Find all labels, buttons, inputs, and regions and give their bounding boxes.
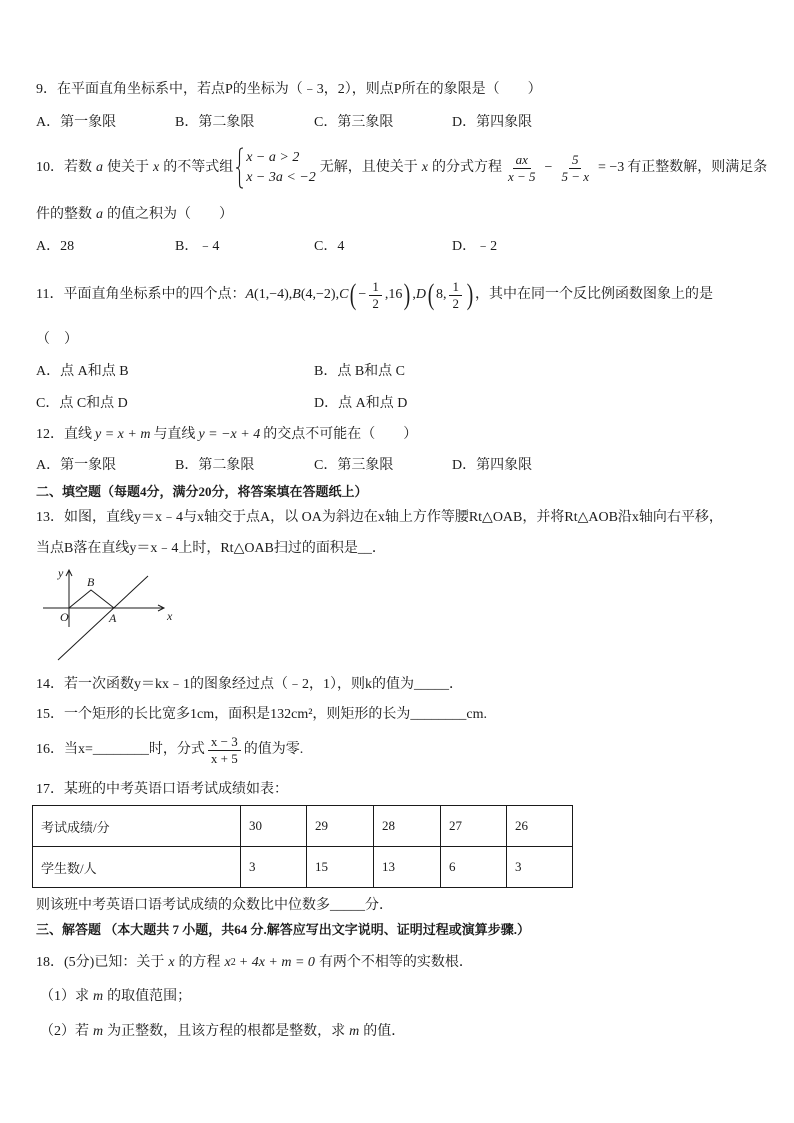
q18-sub-2-text-a: （2）若	[40, 1024, 89, 1039]
q18-sub-2-var-m: m	[93, 1024, 104, 1039]
q13-line-1: 13．如图，直线y＝x﹣4与x轴交于点A，以 OA为斜边在x轴上方作等腰Rt△OAB，并将Rt△AOB沿x轴向右平移，	[36, 510, 723, 525]
q18-text-2: 的方程	[178, 955, 221, 970]
q18-sub-1-text-a: （1）求	[40, 989, 89, 1004]
q9-option-c: C．第三象限	[314, 115, 394, 130]
q10-fraction-1	[505, 152, 539, 185]
q13-line-2: 当点B落在直线y＝x﹣4上时，Rt△OAB扫过的面积是__．	[36, 541, 386, 556]
q11-line-1	[36, 276, 713, 314]
table-cell: 3	[507, 847, 573, 888]
q17-question: 则该班中考英语口语考试成绩的众数比中位数多_____分．	[36, 898, 393, 913]
section-2-heading: 二、填空题（每题4分，满分20分，将答案填在答题纸上）	[36, 484, 368, 499]
q13-figure	[40, 565, 180, 667]
table-row	[33, 847, 573, 888]
table-cell: 考试成绩/分	[33, 806, 241, 847]
q12-equation-2: y = −x + 4	[198, 427, 261, 442]
q11-point-b-name: B	[292, 287, 301, 302]
point-o-label: O	[60, 610, 69, 624]
triangle-oab	[69, 590, 114, 608]
table-cell: 29	[307, 806, 374, 847]
q12-stem	[36, 426, 417, 444]
table-cell: 学生数/人	[33, 847, 241, 888]
table-cell: 15	[307, 847, 374, 888]
q11-point-separator: ,	[412, 287, 416, 302]
q9-options	[36, 114, 756, 132]
q12-option-c: C．第三象限	[314, 458, 394, 473]
q11-point-c-denominator: 2	[372, 295, 379, 311]
q10-option-b: B．﹣4	[175, 239, 220, 254]
q11-point-a-name: A	[245, 287, 255, 302]
q10-text-3: 的不等式组	[163, 160, 234, 175]
q11-options-row-1	[36, 363, 756, 381]
q16-text-1: 16．当x=________时，分式	[36, 742, 205, 757]
q18-text-1: 18．(5分)已知：关于	[36, 955, 165, 970]
q11-point-c-close-paren: )	[404, 278, 411, 311]
table-cell: 27	[441, 806, 507, 847]
q12-option-a: A．第一象限	[36, 458, 117, 473]
q11-point-d-fraction	[449, 279, 462, 312]
q10-rhs: = −3	[598, 160, 625, 175]
q12-text-3: 的交点不可能在（ ）	[263, 427, 418, 442]
q18-stem: 18．(5分)已知：关于 x 的方程 x 2 + 4x + m = 0 有两个不相等的实数根．	[36, 955, 473, 970]
q11-point-c-numerator: 1	[369, 279, 382, 296]
q18-sub-2-text-b: 为正整数，且该方程的根都是整数，求	[107, 1024, 346, 1039]
q9-option-d: D．第四象限	[452, 115, 533, 130]
q16-text-2: 的值为零.	[243, 742, 304, 757]
table-cell: 13	[374, 847, 441, 888]
q10-line-2-text-b: 的值之积为（ ）	[107, 207, 233, 222]
system-brace-path	[236, 148, 243, 188]
q11-point-d-numerator: 1	[449, 279, 462, 296]
q12-option-d: D．第四象限	[452, 458, 533, 473]
q10-var-x-2: x	[421, 160, 428, 175]
q12-options	[36, 457, 756, 475]
q11-point-d-open-paren: (	[427, 278, 435, 311]
q12-text-2: 与直线	[153, 427, 196, 442]
q10-var-x: x	[153, 160, 160, 175]
point-a-label: A	[109, 611, 117, 625]
q10-text-1: 10．若数	[36, 160, 92, 175]
table-row	[33, 806, 573, 847]
q10-text-4: 无解，且使关于	[319, 160, 418, 175]
q10-text-5: 的分式方程	[432, 160, 502, 175]
q10-inequality-1: x − a > 2	[246, 150, 300, 165]
q16-fraction	[208, 734, 241, 767]
q18-sub-2-text-c: 的值．	[363, 1024, 406, 1039]
q10-minus-sign: −	[544, 160, 553, 175]
q10-text-2: 使关于	[107, 160, 149, 175]
q12-option-b: B．第二象限	[175, 458, 255, 473]
q18-sub-1-var-m: m	[93, 989, 104, 1004]
q11-point-a-coords: (1,−4),	[254, 287, 293, 302]
q10-var-a: a	[96, 160, 103, 175]
q10-line-1	[36, 145, 767, 191]
q11-point-b-coords: (4,−2),	[300, 287, 340, 302]
q12-equation-1: y = x + m	[95, 427, 151, 442]
q9-option-b: B．第二象限	[175, 115, 255, 130]
q12-text-1: 12．直线	[36, 427, 92, 442]
q18-text-3: 有两个不相等的实数根．	[318, 955, 473, 970]
q14-stem: 14．若一次函数y＝kx﹣1的图象经过点（﹣2，1），则k的值为_____．	[36, 677, 463, 692]
q11-point-c-neg: −	[358, 287, 367, 302]
q11-option-b: B．点 B和点 C	[314, 364, 406, 379]
q11-point-c-rest: ,16	[384, 287, 403, 302]
point-b-label: B	[87, 575, 95, 589]
table-cell: 6	[441, 847, 507, 888]
table-cell: 3	[241, 847, 307, 888]
line-y-equals-x-minus-4	[58, 576, 148, 660]
q16-stem	[36, 732, 303, 768]
q16-numerator: x − 3	[208, 734, 241, 751]
q10-fraction-1-numerator: ax	[513, 152, 531, 169]
q10-line-2-var-a: a	[96, 207, 103, 222]
q18-sub-1-text-b: 的取值范围；	[107, 989, 192, 1004]
q10-fraction-2-denominator: 5 − x	[561, 168, 589, 184]
q10-fraction-1-denominator: x − 5	[508, 168, 536, 184]
table-cell: 28	[374, 806, 441, 847]
section-3-heading: 三、解答题 （本大题共 7 小题，共64 分.解答应写出文字说明、证明过程或演算步骤.）	[36, 922, 531, 937]
score-table	[32, 805, 573, 888]
q18-sub-2	[40, 1023, 405, 1041]
q11-option-c: C．点 C和点 D	[36, 396, 128, 411]
q11-text-1: 11．平面直角坐标系中的四个点：	[36, 287, 246, 302]
q11-point-c-name: C	[339, 287, 349, 302]
q11-point-c-open-paren: (	[350, 278, 357, 311]
table-cell: 30	[241, 806, 307, 847]
q18-sub-1	[40, 988, 191, 1006]
q18-equation-rest: + 4x + m = 0	[238, 955, 315, 970]
q10-fraction-2	[558, 152, 592, 185]
q18-sub-2-var-m-2: m	[349, 1024, 360, 1039]
q11-point-c-fraction	[369, 279, 382, 312]
q11-point-d-denominator: 2	[452, 295, 459, 311]
q18-equation-base: x	[224, 955, 231, 970]
table-cell: 26	[507, 806, 573, 847]
q11-option-d: D．点 A和点 D	[314, 396, 408, 411]
q11-answer-blank: （ ）	[36, 332, 78, 347]
q11-option-a: A．点 A和点 B	[36, 364, 129, 379]
q10-options	[36, 238, 756, 256]
x-axis-label: x	[167, 609, 173, 623]
q15-stem: 15．一个矩形的长比宽多1cm，面积是132cm²，则矩形的长为________cm.	[36, 707, 488, 722]
q10-line-2-text-a: 件的整数	[36, 207, 92, 222]
q10-option-d: D．﹣2	[452, 239, 498, 254]
q11-point-d-first: 8,	[435, 287, 447, 302]
q9-stem: 9．在平面直角坐标系中，若点P的坐标为（﹣3，2），则点P所在的象限是（ ）	[36, 82, 542, 97]
q10-option-c: C．4	[314, 239, 345, 254]
q11-point-d-name: D	[415, 287, 426, 302]
q10-fraction-2-numerator: 5	[569, 152, 582, 169]
y-axis-label: y	[58, 566, 64, 580]
q10-inequality-system	[235, 147, 316, 189]
q10-line-2	[36, 206, 233, 224]
q10-inequality-lines	[246, 148, 316, 188]
system-brace	[235, 147, 244, 189]
q11-options-row-2	[36, 395, 756, 413]
q16-denominator: x + 5	[210, 750, 238, 766]
q10-option-a: A．28	[36, 239, 75, 254]
q11-point-d-close-paren: )	[466, 278, 474, 311]
q9-option-a: A．第一象限	[36, 115, 117, 130]
q18-var-x: x	[168, 955, 175, 970]
q17-stem: 17．某班的中考英语口语考试成绩如表：	[36, 782, 288, 797]
q10-inequality-2: x − 3a < −2	[246, 170, 316, 185]
q10-text-6: 有正整数解，则满足条	[627, 160, 768, 175]
q11-text-2: ，其中在同一个反比例函数图象上的是	[474, 287, 713, 302]
